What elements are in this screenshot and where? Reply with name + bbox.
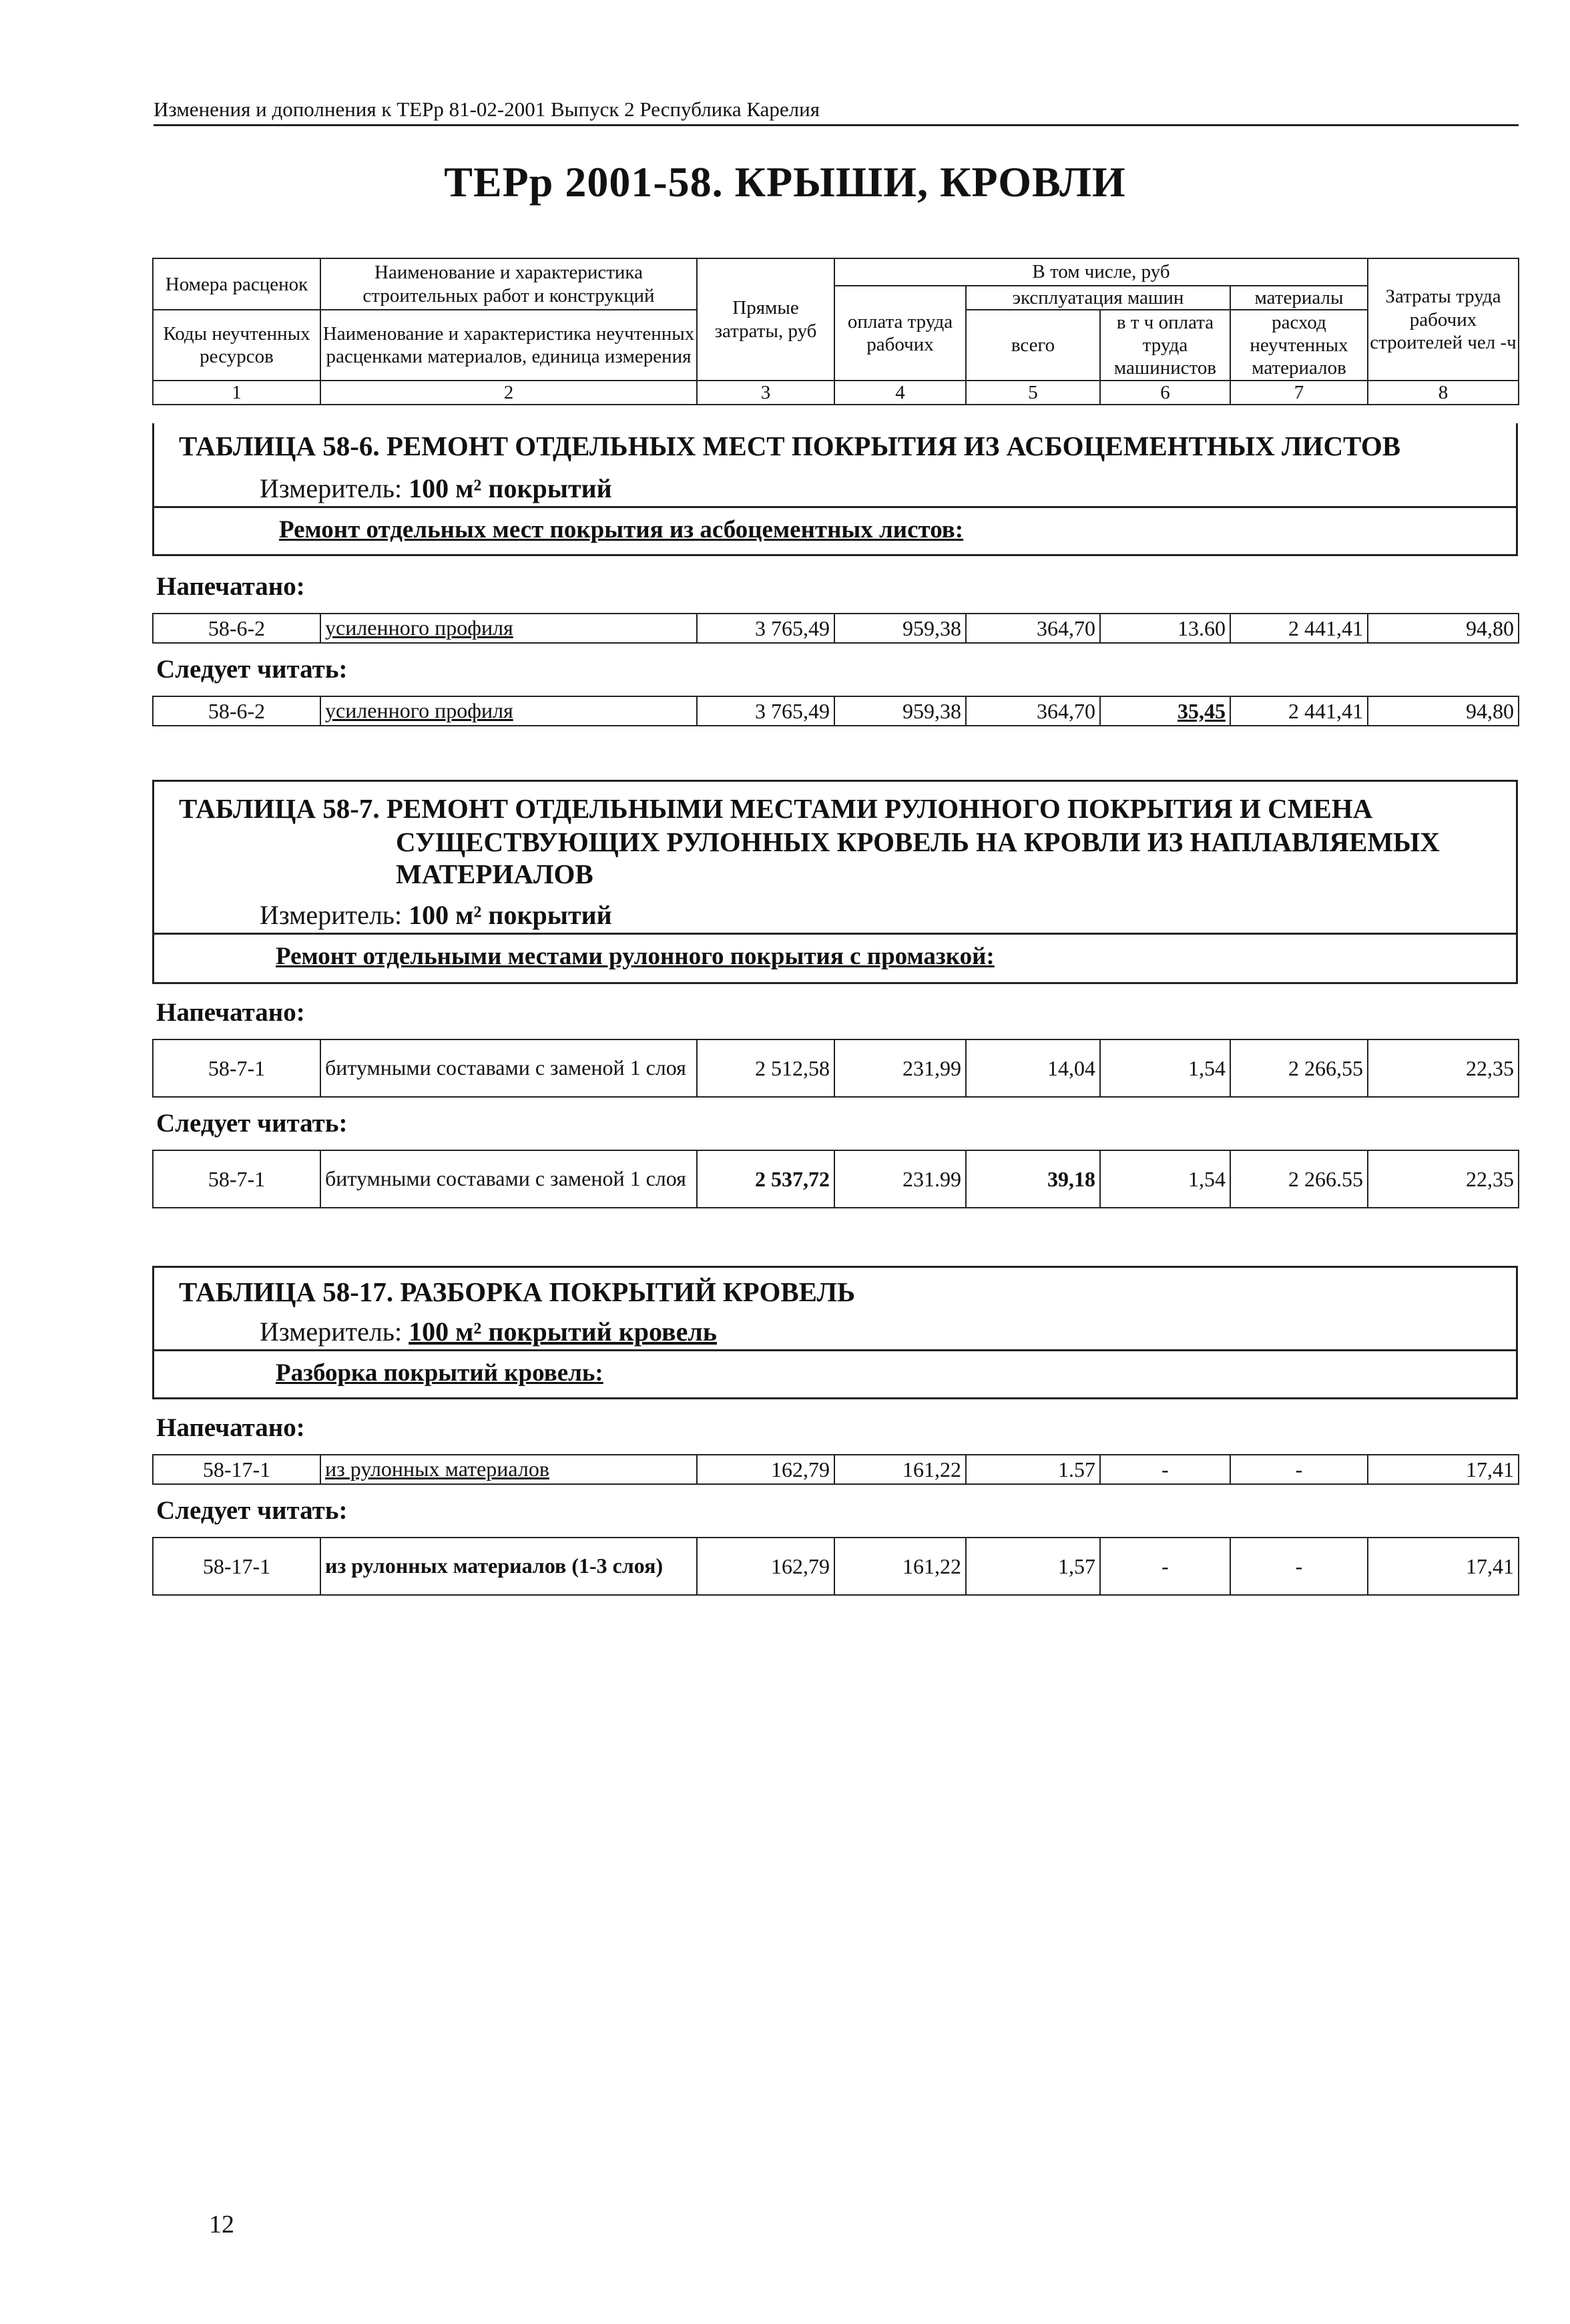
table-58-7-separator xyxy=(154,933,1516,935)
measure-prefix: Измеритель: xyxy=(260,1317,403,1347)
col-number-5: 5 xyxy=(966,381,1100,405)
labor-pay: 161,22 xyxy=(834,1538,966,1595)
labor-pay: 231,99 xyxy=(834,1039,966,1097)
should-read-label: Следует читать: xyxy=(156,1109,348,1138)
direct-costs: 162,79 xyxy=(697,1538,834,1595)
table-58-6-separator xyxy=(154,506,1516,508)
table-58-17-measure xyxy=(260,1316,717,1347)
should-read-label: Следует читать: xyxy=(156,655,348,684)
col2-bottom-header: Наименование и характеристика неучтенных расценками материалов, единица измерения xyxy=(320,310,697,381)
printed-label: Напечатано: xyxy=(156,998,305,1027)
col-number-7: 7 xyxy=(1230,381,1368,405)
operators-pay: 1,54 xyxy=(1100,1150,1230,1208)
rate-code: 58-17-1 xyxy=(153,1538,320,1595)
table-58-17-printed-row xyxy=(152,1454,1519,1485)
table-58-17-title: ТАБЛИЦА 58-17. РАЗБОРКА ПОКРЫТИЙ КРОВЕЛЬ xyxy=(179,1276,856,1307)
table-58-7-correct-row xyxy=(152,1150,1519,1208)
labor-pay: 231.99 xyxy=(834,1150,966,1208)
materials: 2 266,55 xyxy=(1230,1039,1368,1097)
table-58-7-title-line1: ТАБЛИЦА 58-7. РЕМОНТ ОТДЕЛЬНЫМИ МЕСТАМИ РУЛОННОГО ПОКРЫТИЯ И СМЕНА xyxy=(179,793,1373,824)
column-header-table xyxy=(152,258,1519,405)
measure-value: 100 м² покрытий xyxy=(409,473,612,503)
table-58-17-separator xyxy=(154,1349,1516,1351)
machines-total: 1.57 xyxy=(966,1455,1100,1484)
direct-costs: 2 512,58 xyxy=(697,1039,834,1097)
direct-costs: 2 537,72 xyxy=(697,1150,834,1208)
running-title: Изменения и дополнения к ТЕРр 81-02-2001 Выпуск 2 Республика Карелия xyxy=(154,97,1519,126)
group-machines-header: эксплуатация машин xyxy=(966,286,1230,310)
table-58-7-printed-row xyxy=(152,1039,1519,1098)
measure-value: 100 м² покрытий xyxy=(409,900,612,930)
rate-code: 58-6-2 xyxy=(153,696,320,726)
direct-costs: 162,79 xyxy=(697,1455,834,1484)
rate-code: 58-7-1 xyxy=(153,1039,320,1097)
machines-total: 14,04 xyxy=(966,1039,1100,1097)
machines-total: 364,70 xyxy=(966,614,1100,643)
materials: 2 266.55 xyxy=(1230,1150,1368,1208)
table-58-7-title-line3: МАТЕРИАЛОВ xyxy=(396,859,593,889)
printed-label: Напечатано: xyxy=(156,572,305,601)
table-58-6-box xyxy=(152,423,1518,556)
materials: - xyxy=(1230,1455,1368,1484)
col5-header: всего xyxy=(966,310,1100,381)
machines-total: 364,70 xyxy=(966,696,1100,726)
operators-pay: - xyxy=(1100,1538,1230,1595)
labor-pay: 161,22 xyxy=(834,1455,966,1484)
materials: 2 441,41 xyxy=(1230,614,1368,643)
machines-total: 39,18 xyxy=(966,1150,1100,1208)
page-title: ТЕРр 2001-58. КРЫШИ, КРОВЛИ xyxy=(444,158,1126,206)
rate-code: 58-7-1 xyxy=(153,1150,320,1208)
col1-top-header: Номера расценок xyxy=(153,258,320,310)
measure-value: 100 м² покрытий кровель xyxy=(409,1317,717,1347)
col-number-2: 2 xyxy=(320,381,697,405)
page-number: 12 xyxy=(209,2211,234,2239)
col-number-6: 6 xyxy=(1100,381,1230,405)
operators-pay: 1,54 xyxy=(1100,1039,1230,1097)
table-58-7-box xyxy=(152,780,1518,984)
work-name: усиленного профиля xyxy=(320,614,697,643)
work-name: битумными составами с заменой 1 слоя xyxy=(320,1039,697,1097)
table-58-17-subtitle: Разборка покрытий кровель: xyxy=(276,1359,603,1387)
rate-code: 58-6-2 xyxy=(153,614,320,643)
materials: 2 441,41 xyxy=(1230,696,1368,726)
group-total-header: В том числе, руб xyxy=(834,258,1368,286)
labor-pay: 959,38 xyxy=(834,614,966,643)
col1-bottom-header: Коды неучтенных ресурсов xyxy=(153,310,320,381)
measure-prefix: Измеритель: xyxy=(260,473,403,503)
machines-total: 1,57 xyxy=(966,1538,1100,1595)
col-number-8: 8 xyxy=(1368,381,1519,405)
measure-prefix: Измеритель: xyxy=(260,900,403,930)
table-58-6-title: ТАБЛИЦА 58-6. РЕМОНТ ОТДЕЛЬНЫХ МЕСТ ПОКРЫТИЯ ИЗ АСБОЦЕМЕНТНЫХ ЛИСТОВ xyxy=(179,431,1401,461)
labor-hours: 17,41 xyxy=(1368,1538,1519,1595)
col-number-3: 3 xyxy=(697,381,834,405)
table-58-6-printed-row xyxy=(152,613,1519,644)
col-number-4: 4 xyxy=(834,381,966,405)
col6-header: в т ч оплата труда машинистов xyxy=(1100,310,1230,381)
table-58-6-correct-row xyxy=(152,696,1519,726)
col2-top-header: Наименование и характеристика строительных работ и конструкций xyxy=(320,258,697,310)
labor-pay: 959,38 xyxy=(834,696,966,726)
table-58-6-subtitle: Ремонт отдельных мест покрытия из асбоцементных листов: xyxy=(279,516,964,543)
labor-hours: 22,35 xyxy=(1368,1039,1519,1097)
col3-header: Прямые затраты, руб xyxy=(697,258,834,381)
work-name: из рулонных материалов xyxy=(320,1455,697,1484)
labor-hours: 94,80 xyxy=(1368,696,1519,726)
labor-hours: 17,41 xyxy=(1368,1455,1519,1484)
table-58-7-measure xyxy=(260,899,612,931)
work-name: из рулонных материалов (1-3 слоя) xyxy=(320,1538,697,1595)
operators-pay: 35,45 xyxy=(1100,696,1230,726)
work-name: усиленного профиля xyxy=(320,696,697,726)
operators-pay: - xyxy=(1100,1455,1230,1484)
printed-label: Напечатано: xyxy=(156,1413,305,1442)
table-58-6-measure xyxy=(260,473,612,504)
col7-header: расход неучтенных материалов xyxy=(1230,310,1368,381)
should-read-label: Следует читать: xyxy=(156,1496,348,1525)
operators-pay: 13.60 xyxy=(1100,614,1230,643)
table-58-17-correct-row xyxy=(152,1537,1519,1596)
direct-costs: 3 765,49 xyxy=(697,614,834,643)
labor-hours: 94,80 xyxy=(1368,614,1519,643)
col-number-1: 1 xyxy=(153,381,320,405)
rate-code: 58-17-1 xyxy=(153,1455,320,1484)
col8-header: Затраты труда рабочих строителей чел -ч xyxy=(1368,258,1519,381)
work-name: битумными составами с заменой 1 слоя xyxy=(320,1150,697,1208)
direct-costs: 3 765,49 xyxy=(697,696,834,726)
group-materials-header: материалы xyxy=(1230,286,1368,310)
table-58-17-box xyxy=(152,1266,1518,1399)
materials: - xyxy=(1230,1538,1368,1595)
labor-hours: 22,35 xyxy=(1368,1150,1519,1208)
col4-header: оплата труда рабочих xyxy=(834,286,966,381)
table-58-7-subtitle: Ремонт отдельными местами рулонного покрытия с промазкой: xyxy=(276,943,995,970)
table-58-7-title-line2: СУЩЕСТВУЮЩИХ РУЛОННЫХ КРОВЕЛЬ НА КРОВЛИ ИЗ НАПЛАВЛЯЕМЫХ xyxy=(396,827,1440,857)
